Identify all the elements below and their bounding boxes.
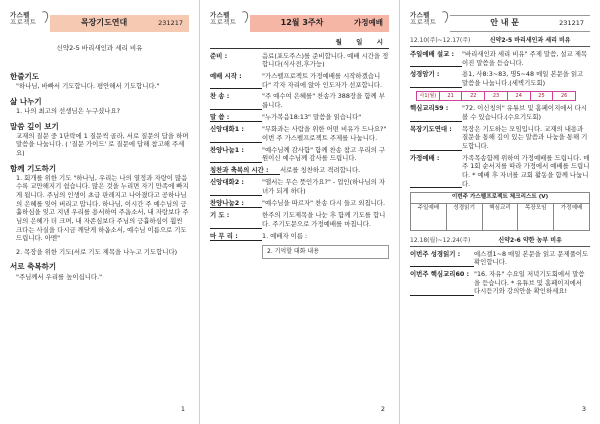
section-text: 교재의 질문 중 1단락에 1 질문씩 골라, 서로 질문의 답을 하며 말씀을 나눕니다. ( '질문 가이드' 로 질문에 답해 참고해 주세요) [16, 131, 189, 157]
worship-row: 찬양나눔1 : "예수님께 감사함" 함께 찬송 참고 우리의 구원이신 예수님께 감사를 드립니다. [210, 145, 386, 163]
checklist-cell[interactable]: 가정예배 [560, 204, 583, 211]
worship-row: 기 도 : 한주의 기도제목을 나눈 후 함께 기도를 합니다. 주기도문으로 가정예배를 마칩니다. [210, 211, 386, 229]
worship-row: 신앙대화1 : "무화과는 사람을 위한 어떤 비유가 드나요?" 이번 주 가스펠프로젝트 주제를 나눕니다. [210, 125, 387, 142]
notice-row: 핵심교리59 : "72. 이신칭의" 유튜브 및 홈페이지에서 다시 볼 수 있습니다.(수요기도회) [410, 104, 587, 122]
title-bar [250, 15, 389, 32]
checklist [410, 192, 590, 231]
page-1 [0, 0, 200, 424]
worship-row: 마 무 리 : 1. 예배자 이름 : [210, 231, 308, 240]
checklist-title: 이번주 가스펠프로젝트 체크리스트 (V) [411, 193, 589, 204]
page-title: 목장기도연대 [80, 18, 128, 28]
worship-row: 칭찬과 축복의 시간 : 서로를 칭찬하고 격려합니다. [210, 165, 361, 174]
date-label: 231217 [559, 19, 584, 28]
worship-row: 신앙대화2 : "앨서는 무슨 뜻인가요?" - 업인(하나님의 자녀가 되게 하다) [210, 178, 385, 196]
section-heading: 한줄기도 [10, 72, 39, 81]
worship-row: 준비 : 음료(포도주스)를 준비합니다. 예배 시간을 정합니다(식사전,후가능) [210, 51, 389, 69]
page-number: 3 [581, 405, 586, 414]
notice-row: 가정예배 : 가족목송함께 위하여 가정예배를 드립니다. 매주 1회 순서지를 따라 가정에서 예배를 드립니다. * 예배 후 자녀를 교회 활동을 함께 나눕니다. [410, 153, 590, 188]
page-number: 2 [380, 405, 385, 414]
worship-row: 찬 송 : "주 예수여 은혜를" 찬송가 388장을 함께 부릅니다. [210, 92, 385, 109]
title-bar [450, 15, 590, 32]
section-heading: 함께 기도하기 [10, 163, 57, 173]
notice-row: 목장기도연대 : 목장은 기도하는 모임입니다. 교재의 내용과 질문을 통해 깊이 있는 말씀과 나눔을 통해 기도합니다. [410, 124, 588, 150]
checklist-cell[interactable]: 목장모임 [518, 204, 554, 230]
week-section-header: 12.18(월)~12.24(주) 신약2-6 약한 농부 비유 [410, 236, 590, 247]
checklist-cell[interactable]: 주일예배 [411, 204, 447, 230]
page-3-header [410, 12, 590, 36]
notice-row: 이번주 핵심교리60 : "16. 자유" 수요일 저녁기도회에서 말씀을 듣습니다. * 유튜브 및 홈페이지에서 다시듣기와 강의안을 확인하세요! [410, 270, 585, 296]
date-label: 231217 [158, 19, 183, 28]
page-1-header [10, 12, 189, 36]
logo: 가스펠 프로젝트 [10, 12, 44, 36]
notice-row: 성경암기 : 용1, 사8:3~83, 명5~48 매일 본문을 읽고 말씀을 나눕니다.(세벽기도회) [410, 70, 584, 88]
checklist-row [411, 204, 589, 230]
notice-row: 주일예배 설교 : "바리새인과 세리 비유" 주제 말씀, 설교 제목이진 말씀을 듣습니다. [410, 50, 588, 67]
week-section-header: 12.10(주)~12.17(주) 신약2-5 바리새인과 세리 비유 [410, 36, 590, 47]
checklist-cell[interactable]: 성경읽기 [447, 204, 483, 230]
section-heading: 삶 나누기 [10, 96, 42, 106]
page-title: 12월 3주차 [280, 18, 324, 28]
title-bar [50, 15, 189, 32]
notice-content [410, 36, 590, 296]
section-text: 1. 회개를 위한 기도 "하나님, 우리는 나의 열정과 자랑이 많음수록 교만해지기 쉽습니다. 많은 것을 누리면 자기 만족에 빠지게 됩니다. 주님의 인생이 초급 판레지고 나아졌다고 공하나님의 은혜를 잊어 버리고 맙니다. 하나님, 이시간 주 예수님의 긍휼하심을 잊고 지낸 우리를 용서하여 주옵소서, 내 자랑보다 주님의 은혜가 더 크며, 내 자존심보다 주님의 긍휼하심이 훨씬 크다는 사실을 다시금 깨닫게 하옵소서, 예수님 이름으로 기도드립니다. 아멘" [16, 173, 189, 243]
page-2 [200, 0, 400, 424]
worship-order [210, 38, 389, 259]
page-2-header [210, 12, 389, 36]
section-text: "하나님, 바빠서 기도합니다. 평안해서 기도합니다." [16, 82, 160, 91]
section-heading: 말씀 깊이 보기 [10, 121, 59, 131]
worship-row: 예배 시작 : "가스펠프로젝트 가정예배를 시작하겠습니다" 각자 자리에 앉아 인도자가 선포합니다. [210, 72, 383, 89]
logo: 가스펠 프로젝트 [210, 12, 244, 36]
memory-box: 2. 기억할 대화 내용 [262, 245, 389, 259]
worship-row: 찬양나눔2 : "예수님을 따르자" 찬송 다시 들고 외칩니다. [210, 198, 386, 207]
title-right: 가정예배 [354, 18, 383, 28]
page-3 [400, 0, 600, 424]
subtitle: 신약2-5 바리새인과 세리 비유 [56, 44, 143, 52]
notice-row: 이번주 성경읽기 : 에스겔1~8 매일 본문을 읽고 문제풀이도 확인합니다. [410, 249, 589, 267]
section-heading: 서로 축복하기 [10, 262, 57, 272]
worship-date-header: 월 일 시 [210, 38, 389, 49]
section-text: 1. 나의 최고의 선생님은 누구셨나요? [16, 106, 121, 115]
reading-calendar: 사1(월) 21 22 23 24 25 26 [416, 91, 576, 102]
worship-row: 말 씀 : "누가복음18:13" 말씀을 읽습니다" [210, 112, 362, 121]
section-text: 2. 목장을 위한 기도(서로 기도 제목을 나누고 기도합니다) [16, 247, 178, 256]
checklist-cell[interactable]: 핵심교리 [483, 204, 519, 230]
page-title: 안 내 문 [490, 18, 519, 28]
prayer-content [10, 66, 189, 281]
page-number: 1 [180, 405, 185, 414]
logo: 가스펠 프로젝트 [410, 12, 444, 36]
section-text: "주님께서 우리를 높이십니다." [16, 272, 103, 281]
